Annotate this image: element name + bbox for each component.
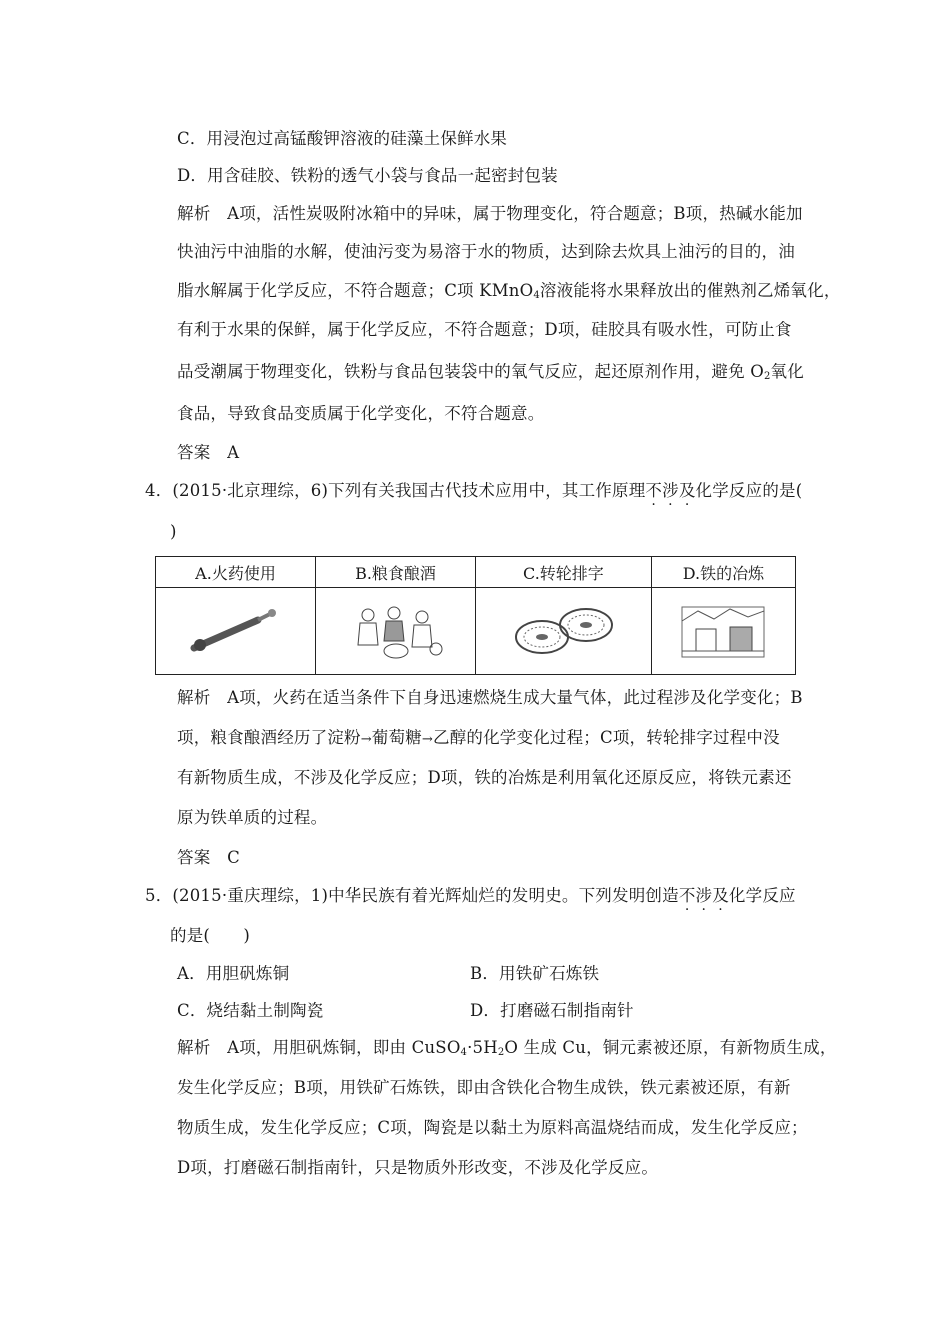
emphasis-char: 涉 — [695, 886, 713, 905]
gunpowder-rocket-image — [186, 606, 286, 656]
rotating-type-wheels-image — [508, 601, 618, 661]
emphasis-char: 及 — [712, 886, 729, 905]
brewing-image-cell — [316, 588, 476, 675]
table-header: D.铁的冶炼 — [651, 557, 795, 588]
q5-option-a: A．用胆矾炼铜 — [177, 964, 290, 983]
q5-option-d: D．打磨磁石制指南针 — [470, 1001, 634, 1020]
movable-type-image-cell — [476, 588, 652, 675]
q5-analysis-line-2: 发生化学反应；B项，用铁矿石炼铁，即由含铁化合物生成铁，铁元素被还原，有新 — [177, 1078, 791, 1097]
q3-analysis-line-3: 脂水解属于化学反应，不符合题意；C项 KMnO$_4$溶液能将水果释放出的催熟剂乙烯氧化， — [177, 281, 841, 301]
table-header: B.粮食酿酒 — [316, 557, 476, 588]
q5-stem: 5．(2015·重庆理综，1)中华民族有着光辉灿烂的发明史。下列发明创造不涉及化学反应 — [145, 884, 796, 908]
q3-analysis-line-5: 品受潮属于物理变化，铁粉与食品包装袋中的氧气反应，起还原剂作用，避免 $O_2$氧化 — [177, 362, 804, 382]
arrow-icon: → — [360, 732, 372, 747]
q4-stem-close: ) — [170, 522, 177, 541]
arrow-icon: → — [421, 732, 433, 747]
q3-answer: 答案 A — [177, 443, 240, 462]
q4-analysis-line-2: 项，粮食酿酒经历了淀粉→葡萄糖→乙醇的化学变化过程；C项，转轮排字过程中没 — [177, 728, 780, 747]
q4-stem: 4．(2015·北京理综，6)下列有关我国古代技术应用中，其工作原理不涉及化学反应的是( — [145, 479, 802, 503]
q5-option-b: B．用铁矿石炼铁 — [470, 964, 600, 983]
q4-analysis-line-1: 解析 A项，火药在适当条件下自身迅速燃烧生成大量气体，此过程涉及化学变化；B — [177, 688, 803, 707]
iron-smelting-illustration — [678, 601, 768, 661]
q5-analysis-line-4: D项，打磨磁石制指南针，只是物质外形改变，不涉及化学反应。 — [177, 1158, 659, 1177]
q4-answer: 答案 C — [177, 848, 240, 867]
table-header: A.火药使用 — [156, 557, 316, 588]
q4-analysis-line-4: 原为铁单质的过程。 — [177, 808, 328, 827]
q3-option-c: C．用浸泡过高锰酸钾溶液的硅藻土保鲜水果 — [177, 129, 508, 148]
q3-option-d: D．用含硅胶、铁粉的透气小袋与食品一起密封包装 — [177, 166, 558, 185]
q3-analysis-line-2: 快油污中油脂的水解，使油污变为易溶于水的物质，达到除去炊具上油污的目的，油 — [177, 242, 795, 261]
q4-analysis-line-3: 有新物质生成，不涉及化学反应；D项，铁的冶炼是利用氧化还原反应，将铁元素还 — [177, 768, 792, 787]
emphasis-char: 不 — [645, 481, 663, 500]
q5-option-c: C．烧结黏土制陶瓷 — [177, 1001, 324, 1020]
emphasis-char: 涉 — [662, 481, 679, 500]
q5-analysis-line-1: 解析 A项，用胆矾炼铜，即由 $CuSO_4\cdot 5H_2O$ 生成 Cu，铜元素被还原，有新物质生成， — [177, 1038, 837, 1058]
table-header: C.转轮排字 — [476, 557, 652, 588]
gunpowder-image-cell — [156, 588, 316, 675]
q5-analysis-line-3: 物质生成，发生化学反应；C项，陶瓷是以黏土为原料高温烧结而成，发生化学反应； — [177, 1118, 808, 1137]
emphasis-char: 不 — [678, 886, 696, 905]
emphasis-char: 及 — [678, 481, 696, 500]
q5-stem-line-2: 的是( ) — [170, 926, 251, 945]
q3-analysis-line-4: 有利于水果的保鲜，属于化学反应，不符合题意；D项，硅胶具有吸水性，可防止食 — [177, 320, 792, 339]
brewing-illustration — [346, 601, 446, 661]
q3-analysis-line-1: 解析 A项，活性炭吸附冰箱中的异味，属于物理变化，符合题意；B项，热碱水能加 — [177, 204, 803, 223]
q4-options-table — [155, 556, 796, 675]
iron-smelting-image-cell — [651, 588, 795, 675]
q3-analysis-line-6: 食品，导致食品变质属于化学变化，不符合题意。 — [177, 404, 545, 423]
